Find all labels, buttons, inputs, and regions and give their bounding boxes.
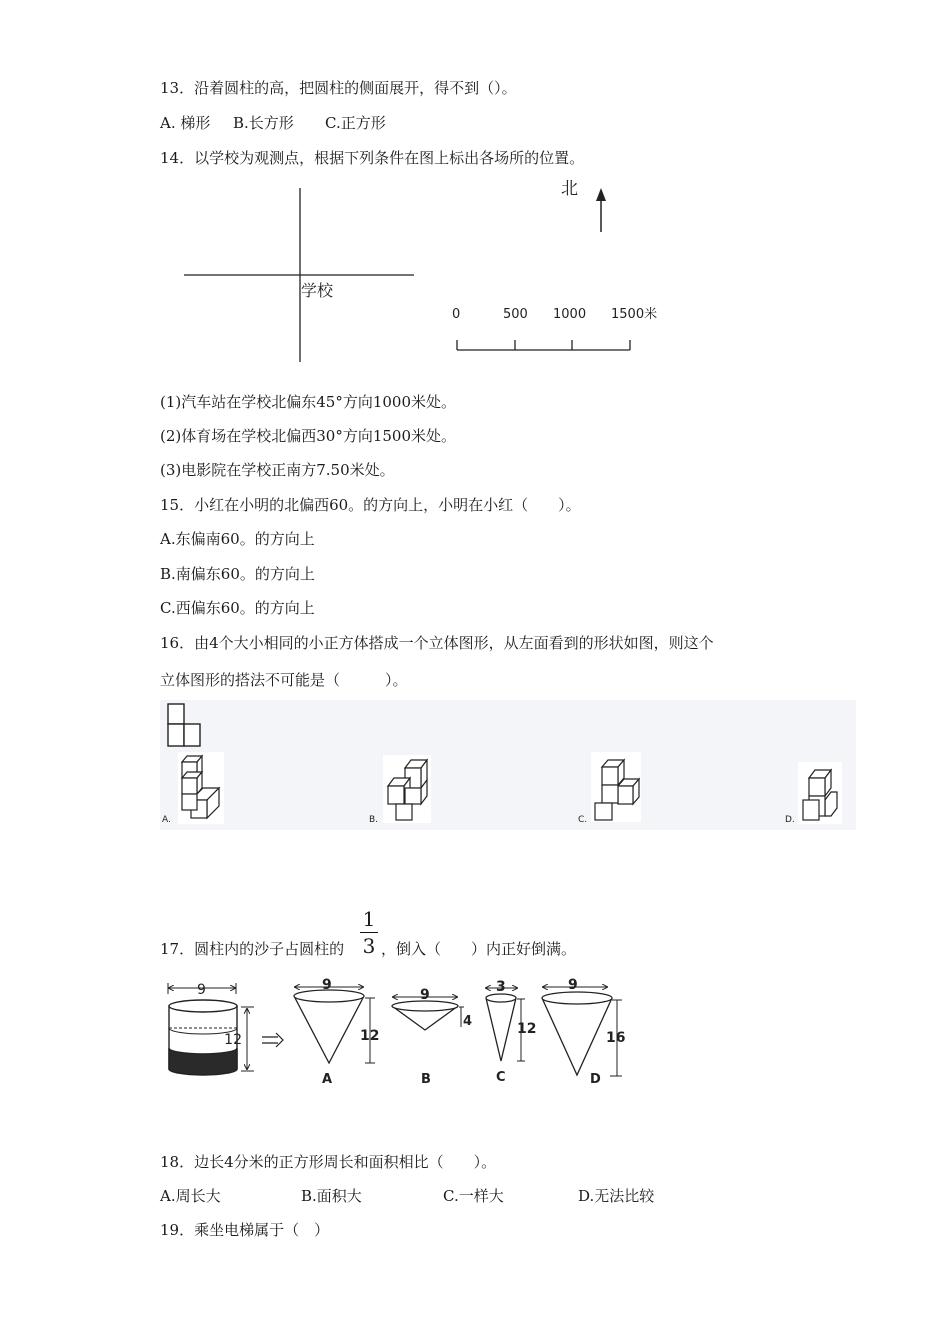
q16-option-c-label: C. [578, 815, 588, 825]
q17-cylinder [168, 983, 283, 1075]
q17-cone-a-label: A [322, 1072, 333, 1087]
q17-cone-d-height: 16 [606, 1030, 626, 1046]
q17-cone-a-height: 12 [360, 1028, 380, 1044]
q17-cylinder-diameter: 9 [197, 982, 206, 998]
q17-cone-c-height: 12 [517, 1021, 537, 1037]
q17-cone-d-label: D [590, 1072, 601, 1087]
q16-option-b-label: B. [369, 815, 379, 825]
q14-scale-tick-500: 500 [503, 307, 528, 322]
q18-option-d: D.无法比较 [578, 1187, 655, 1205]
q13-option-b: B.长方形 [233, 114, 294, 132]
q14-north-label: 北 [561, 179, 578, 199]
q16-question-line1: 16．由4个大小相同的小正方体搭成一个立体图形，从左面看到的形状如图，则这个 [160, 634, 714, 652]
q17-fraction-denominator: 3 [362, 934, 376, 958]
q18-question: 18．边长4分米的正方形周长和面积相比（ ）。 [160, 1153, 497, 1171]
q17-question-prefix: 17．圆柱内的沙子占圆柱的 [160, 940, 345, 958]
q18-option-b: B.面积大 [301, 1187, 362, 1205]
q13-question: 13．沿着圆柱的高，把圆柱的侧面展开，得不到（）。 [160, 79, 517, 97]
q14-question: 14．以学校为观测点，根据下列条件在图上标出各场所的位置。 [160, 149, 585, 167]
q17-cylinder-height: 12 [224, 1032, 242, 1048]
q17-cone-c-diameter: 3 [496, 979, 506, 995]
q15-option-b: B.南偏东60。的方向上 [160, 565, 315, 583]
q15-option-c: C.西偏东60。的方向上 [160, 599, 315, 617]
q13-option-a: A. 梯形 [160, 114, 211, 132]
q17-cone-a-diameter: 9 [322, 977, 332, 993]
q14-scale-tick-1000: 1000 [553, 307, 587, 322]
q16-option-a-label: A. [162, 815, 171, 825]
q14-scale-tick-1500: 1500米 [611, 307, 658, 322]
q14-school-label: 学校 [301, 281, 334, 300]
q14-scale-tick-0: 0 [452, 307, 461, 322]
q19-question: 19．乘坐电梯属于（ ） [160, 1221, 330, 1239]
q17-question-suffix: ，倒入（ ）内正好倒满。 [381, 940, 577, 958]
q13-option-c: C.正方形 [325, 114, 386, 132]
q16-option-d-label: D. [785, 815, 795, 825]
q17-cone-a [294, 987, 375, 1063]
q14-condition-3: (3)电影院在学校正南方7.50米处。 [160, 461, 395, 479]
q14-condition-1: (1)汽车站在学校北偏东45°方向1000米处。 [160, 393, 457, 411]
q17-fraction-numerator: 1 [362, 907, 376, 931]
q17-cone-b-height: 4 [463, 1014, 473, 1029]
q17-cone-b-label: B [421, 1072, 431, 1087]
q16-question-line2: 立体图形的搭法不可能是（ ）。 [160, 671, 408, 689]
q15-question: 15．小红在小明的北偏西60。的方向上，小明在小红（ ）。 [160, 496, 581, 514]
q17-cone-d-diameter: 9 [568, 977, 578, 993]
q15-option-a: A.东偏南60。的方向上 [160, 530, 315, 548]
q18-option-a: A.周长大 [160, 1187, 221, 1205]
q17-cone-b-diameter: 9 [420, 987, 430, 1003]
q18-option-c: C.一样大 [443, 1187, 504, 1205]
q17-cone-c-label: C [496, 1070, 506, 1085]
q14-condition-2: (2)体育场在学校北偏西30°方向1500米处。 [160, 427, 457, 445]
